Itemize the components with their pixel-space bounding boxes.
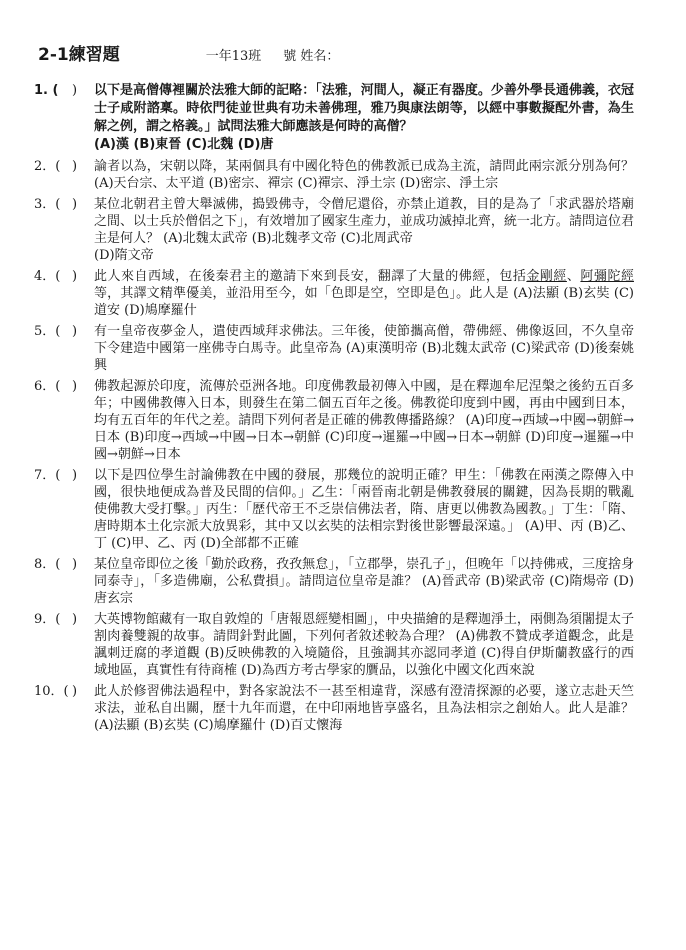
answer-blank[interactable]: ) <box>72 83 78 98</box>
question-stem: 某位北朝君主曾大舉滅佛，搗毀佛寺，令僧尼還俗，亦禁止道教，目的是為了「求武器於塔廟之間、以士兵於僧侶之下」，有效增加了國家生產力，並成功滅掉北齊，統一北方。請問這位君主是何人？ (A)北魏太武帝 (B)北魏孝文帝 (C)北周武帝 <box>94 197 634 246</box>
question-text: 某位皇帝即位之後「勤於政務，孜孜無怠」，「立郡學，崇孔子」，但晚年「以持佛戒，三度捨身同泰寺」，「多造佛廟，公私費損」。請問這位皇帝是誰？ (A)晉武帝 (B)梁武帝 (C)隋煬帝 (D)唐玄宗 <box>94 557 634 606</box>
question-text: 論者以為，宋朝以降，某兩個具有中國化特色的佛教派已成為主流，請問此兩宗派分別為何？ (A)天台宗、太平道 (B)密宗、禪宗 (C)禪宗、淨土宗 (D)密宗、淨土宗 <box>94 159 634 191</box>
question-1 <box>34 82 634 154</box>
question-number: 8．( <box>34 557 61 572</box>
sutra-title-2: 阿彌陀經 <box>580 269 634 284</box>
question-10 <box>34 683 634 734</box>
worksheet-title: 2-1練習題 <box>38 45 120 65</box>
question-5 <box>34 323 634 374</box>
question-number: 9．( <box>34 612 61 627</box>
question-options: (D)隋文帝 <box>94 248 154 263</box>
question-3 <box>34 196 634 264</box>
question-4 <box>34 268 634 319</box>
question-list <box>34 82 634 738</box>
question-8 <box>34 556 634 607</box>
question-number: 2．( <box>34 159 61 174</box>
worksheet-header <box>38 40 658 68</box>
question-2 <box>34 158 634 192</box>
question-text <box>94 82 634 154</box>
question-number: 10．( <box>34 684 69 699</box>
question-text: 此人於修習佛法過程中，對各家說法不一甚至相違背，深感有澄清探源的必要，遂立志赴天竺求法，並私自出關，歷十九年而還，在中印兩地皆享盛名，且為法相宗之創始人。此人是誰？ (A)法顯 (B)玄奘 (C)鳩摩羅什 (D)百丈懷海 <box>94 684 634 733</box>
question-stem: 以下是高僧傳裡關於法雅大師的記略：「法雅，河間人，凝正有器度。少善外學長通佛義，衣冠士子咸附諮稟。時依門徒並世典有功未善佛理，雅乃與康法朗等，以經中事數擬配外書，為生解之例，謂之格義。」試問法雅大師應該是何時的高僧？ <box>94 83 634 134</box>
answer-blank[interactable]: ) <box>72 612 78 627</box>
answer-blank[interactable]: ) <box>72 159 78 174</box>
question-text <box>94 196 634 264</box>
answer-blank[interactable]: ) <box>72 379 78 394</box>
question-number: 6．( <box>34 379 61 394</box>
answer-blank[interactable]: ) <box>72 197 78 212</box>
question-number: 3．( <box>34 197 61 212</box>
class-info <box>206 45 340 64</box>
question-6 <box>34 378 634 463</box>
name-label: 姓名： <box>300 49 340 64</box>
sutra-title-1: 金剛經 <box>526 269 567 284</box>
question-text: 有一皇帝夜夢金人，遣使西域拜求佛法。三年後，使節攜高僧，帶佛經、佛像返回，不久皇帝下令建造中國第一座佛寺白馬寺。此皇帝為 (A)東漢明帝 (B)北魏太武帝 (C)梁武帝 (D)後秦姚興 <box>94 324 634 373</box>
question-options: (A)漢 (B)東晉 (C)北魏 (D)唐 <box>94 137 274 152</box>
question-9 <box>34 611 634 679</box>
question-text <box>94 268 634 319</box>
class-label: 一年13班 <box>205 49 262 64</box>
number-label: 號 <box>283 49 297 64</box>
question-text: 以下是四位學生討論佛教在中國的發展，那幾位的說明正確？甲生：「佛教在兩漢之際傳入中國，很快地便成為普及民間的信仰。」乙生：「兩晉南北朝是佛教發展的關鍵，因為長期的戰亂使佛教大受打擊。」丙生：「歷代帝王不乏崇信佛法者，隋、唐更以佛教為國教。」丁生：「隋、唐時期本土化宗派大放異彩，其中又以玄奘的法相宗對後世影響最深遠。」 (A)甲、丙 (B)乙、丁 (C)甲、乙、丙 (D)全部都不正確 <box>94 468 634 551</box>
question-stem-pre: 此人來自西域，在後秦君主的邀請下來到長安，翻譯了大量的佛經，包括 <box>94 269 527 284</box>
question-number: 1. ( <box>34 83 59 98</box>
answer-blank[interactable]: ) <box>72 269 78 284</box>
question-number: 7．( <box>34 468 61 483</box>
question-7 <box>34 467 634 552</box>
question-number: 5．( <box>34 324 61 339</box>
question-text: 大英博物館藏有一取自敦煌的「唐報恩經變相圖」，中央描繪的是釋迦淨土，兩側為須闍提太子割肉養雙親的故事。請問針對此圖，下列何者敘述較為合理？ (A)佛教不贊成孝道觀念，此是諷刺迂腐的孝道觀 (B)反映佛教的入境隨俗，且強調其亦認同孝道 (C)得自伊斯蘭教盛行的西域地區，真實性有待商榷 (D)為西方考古學家的贋品，以強化中國文化西來說 <box>94 612 634 678</box>
question-text: 佛教起源於印度，流傳於亞洲各地。印度佛教最初傳入中國，是在釋迦牟尼涅槃之後約五百多年；中國佛教傳入日本，則發生在第二個五百年之後。佛教從印度到中國，再由中國到日本，均有五百年的年代之差。請問下列何者是正確的佛教傳播路線？ (A)印度→西域→中國→朝鮮→日本 (B)印度→西域→中國→日本→朝鮮 (C)印度→暹羅→中國→日本→朝鮮 (D)印度→暹羅→中國→朝鮮→日本 <box>94 379 634 462</box>
separator: 、 <box>566 269 581 284</box>
answer-blank[interactable]: ) <box>72 557 78 572</box>
question-number: 4．( <box>34 269 61 284</box>
answer-blank[interactable]: ) <box>72 324 78 339</box>
question-stem-post: 等，其譯文精準優美，並沿用至今，如「色即是空，空即是色」。此人是 (A)法顯 (B)玄奘 (C)道安 (D)鳩摩羅什 <box>94 286 634 318</box>
answer-blank[interactable]: ) <box>72 684 78 699</box>
answer-blank[interactable]: ) <box>72 468 78 483</box>
